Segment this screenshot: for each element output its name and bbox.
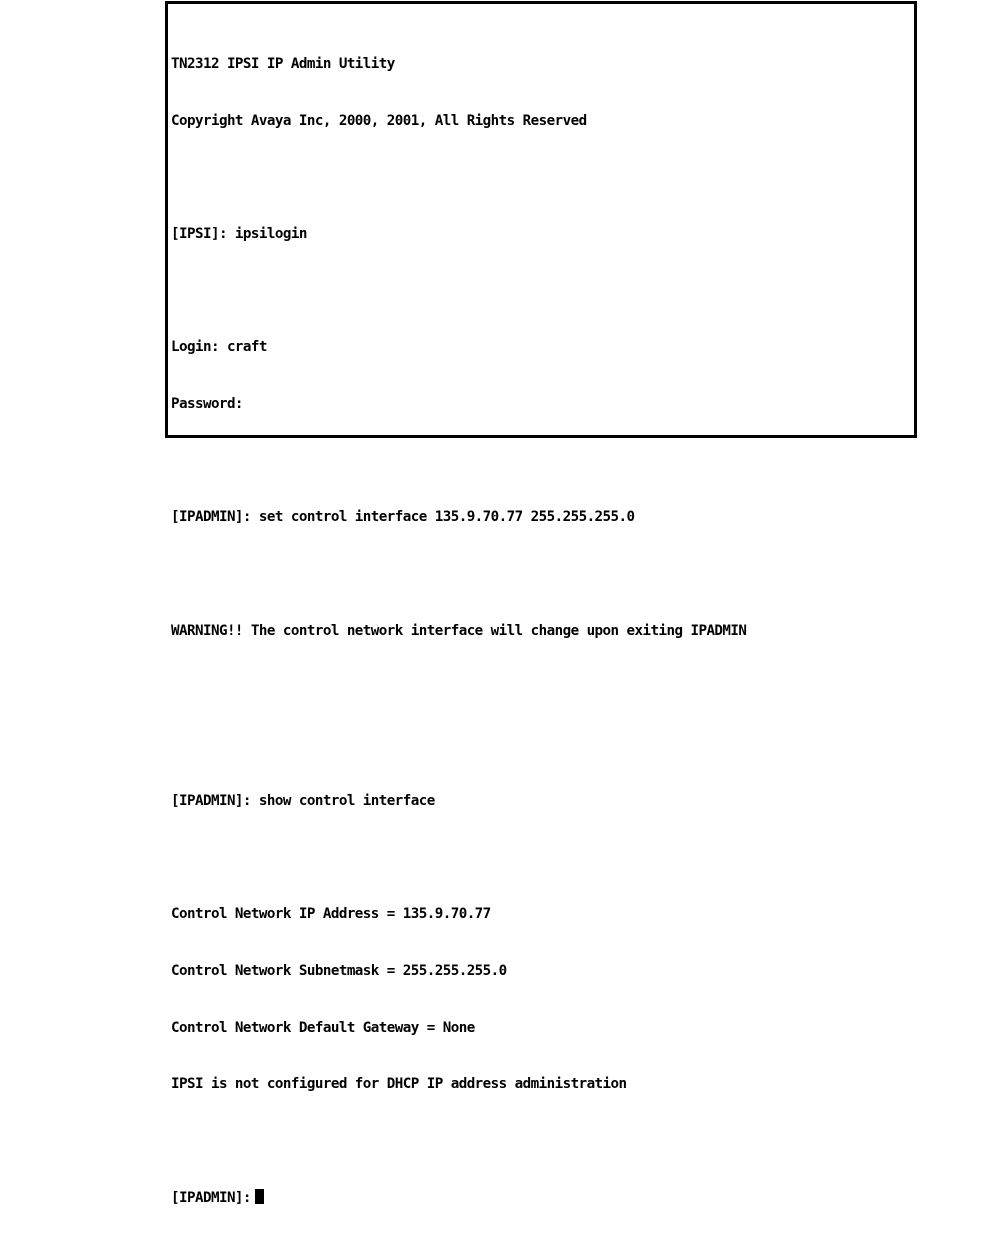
terminal-line: Control Network IP Address = 135.9.70.77 <box>171 906 491 923</box>
terminal-line-blank <box>171 849 746 868</box>
terminal-line: Control Network Subnetmask = 255.255.255.0 <box>171 963 507 980</box>
terminal-window[interactable] <box>165 1 917 1206</box>
terminal-line: TN2312 IPSI IP Admin Utility <box>171 55 395 72</box>
terminal-line-blank <box>171 565 746 584</box>
terminal-line-blank <box>171 168 746 187</box>
terminal-line: Copyright Avaya Inc, 2000, 2001, All Rights Reserved <box>171 112 587 129</box>
terminal-line: Control Network Default Gateway = None <box>171 1019 475 1036</box>
terminal-line: IPSI is not configured for DHCP IP address administration <box>171 1076 627 1093</box>
terminal-line-blank <box>171 452 746 471</box>
terminal-line: [IPADMIN]: set control interface 135.9.70.77 255.255.255.0 <box>171 509 635 526</box>
terminal-line: [IPSI]: ipsilogin <box>171 225 307 242</box>
terminal-line-blank <box>171 735 746 754</box>
terminal-line-blank <box>171 1132 746 1151</box>
terminal-line: Login: craft <box>171 339 267 356</box>
terminal-line: [IPADMIN]: show control interface <box>171 792 435 809</box>
terminal-line-blank <box>171 679 746 698</box>
terminal-line: Password: <box>171 396 243 413</box>
terminal-prompt-line[interactable] <box>171 1189 746 1208</box>
terminal-output <box>171 17 746 1246</box>
terminal-line: WARNING!! The control network interface will change upon exiting IPADMIN <box>171 622 747 639</box>
terminal-prompt: [IPADMIN]: <box>171 1189 251 1206</box>
terminal-line-blank <box>171 282 746 301</box>
text-cursor <box>255 1189 264 1204</box>
